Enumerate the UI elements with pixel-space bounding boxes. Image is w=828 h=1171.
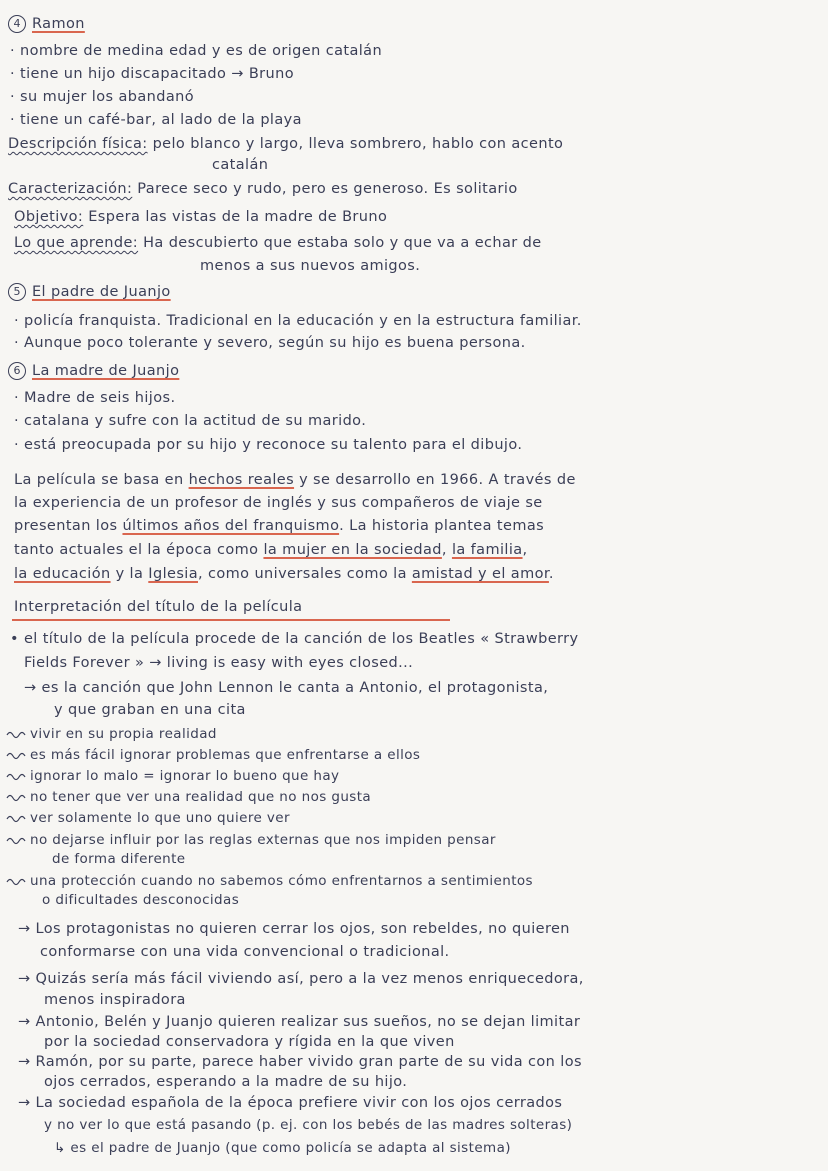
arrow-item-5: → La sociedad española de la época prefiere vivir con los ojos cerrados: [18, 1095, 563, 1111]
wave-item-text: ignorar lo malo = ignorar lo bueno que hay: [30, 768, 340, 784]
madre-bullet-3: · está preocupada por su hijo y reconoce su talento para el dibujo.: [14, 437, 523, 453]
wave-item-2: [6, 746, 420, 764]
highlight-mujer: la mujer en la sociedad: [263, 542, 442, 558]
wavy-bullet-icon: [6, 876, 28, 886]
ramon-caracterizacion: [8, 180, 518, 198]
ramon-aprende: [14, 234, 542, 252]
pelicula-text: ,: [522, 542, 528, 558]
aprende-text: Ha descubierto que estaba solo y que va a echar de: [143, 235, 542, 251]
highlight-franquismo: últimos años del franquismo: [122, 518, 340, 534]
wave-item-7-cont: o dificultades desconocidas: [42, 892, 240, 908]
fisica-text-2: catalán: [212, 157, 269, 173]
pelicula-line-1: [14, 471, 576, 489]
arrow-item-3: → Antonio, Belén y Juanjo quieren realizar sus sueños, no se dejan limitar: [18, 1014, 581, 1030]
wave-item-1: [6, 725, 217, 743]
wavy-bullet-icon: [6, 729, 28, 739]
ramon-bullet-2: · tiene un hijo discapacitado → Bruno: [10, 66, 294, 82]
wave-item-text: una protección cuando no sabemos cómo enfrentarnos a sentimientos: [30, 873, 533, 889]
ramon-fisica: [8, 135, 563, 153]
ramon-bullet-4: · tiene un café-bar, al lado de la playa: [10, 112, 302, 128]
ramon-title: Ramon: [32, 16, 85, 32]
wavy-bullet-icon: [6, 835, 28, 845]
interp-line-3: → es la canción que John Lennon le canta a Antonio, el protagonista,: [24, 680, 549, 696]
wavy-bullet-icon: [6, 813, 28, 823]
obj-label: Objetivo:: [14, 209, 84, 225]
wave-item-7: [6, 872, 533, 890]
madre-title: La madre de Juanjo: [32, 363, 180, 379]
pelicula-text: y se desarrollo en 1966. A través de: [294, 472, 576, 488]
interp-title-underline: [12, 619, 450, 621]
padre-title: El padre de Juanjo: [32, 284, 171, 300]
fisica-text: pelo blanco y largo, lleva sombrero, hablo con acento: [152, 136, 564, 152]
wave-item-text: vivir en su propia realidad: [30, 726, 217, 742]
wave-item-text: ver solamente lo que uno quiere ver: [30, 810, 290, 826]
padre-bullet-1: · policía franquista. Tradicional en la educación y en la estructura familiar.: [14, 313, 582, 329]
arrow-item-5-sub: ↳ es el padre de Juanjo (que como policía se adapta al sistema): [54, 1140, 511, 1156]
arrow-item-2-cont: menos inspiradora: [44, 992, 186, 1008]
arrow-item-1-cont: conformarse con una vida convencional o tradicional.: [40, 944, 450, 960]
ramon-objetivo: [14, 208, 387, 226]
pelicula-line-4: [14, 541, 528, 559]
wavy-bullet-icon: [6, 771, 28, 781]
caract-label: Caracterización:: [8, 181, 133, 197]
wavy-bullet-icon: [6, 792, 28, 802]
madre-bullet-2: · catalana y sufre con la actitud de su marido.: [14, 413, 367, 429]
highlight-hechos-reales: hechos reales: [188, 472, 295, 488]
fisica-label: Descripción física:: [8, 136, 148, 152]
padre-bullet-2: · Aunque poco tolerante y severo, según su hijo es buena persona.: [14, 335, 526, 351]
wave-item-text: no dejarse influir por las reglas externas que nos impiden pensar: [30, 832, 496, 848]
pelicula-line-3: [14, 517, 544, 535]
ramon-bullet-1: · nombre de medina edad y es de origen catalán: [10, 43, 383, 59]
wave-item-5: [6, 809, 290, 827]
highlight-familia: la familia: [451, 542, 523, 558]
madre-bullet-1: · Madre de seis hijos.: [14, 390, 176, 406]
interp-title: Interpretación del título de la película: [14, 599, 303, 615]
highlight-amistad: amistad y el amor: [411, 566, 549, 582]
pelicula-text: .: [548, 566, 554, 582]
pelicula-text: , como universales como la: [198, 566, 412, 582]
ramon-bullet-3: · su mujer los abandanó: [10, 89, 194, 105]
pelicula-text: y la: [110, 566, 149, 582]
section-number-6: 6: [8, 362, 26, 380]
arrow-item-5-cont: y no ver lo que está pasando (p. ej. con los bebés de las madres solteras): [44, 1117, 573, 1133]
wave-item-6-cont: de forma diferente: [52, 851, 186, 867]
aprende-label: Lo que aprende:: [14, 235, 139, 251]
interp-line-4: y que graban en una cita: [54, 702, 246, 718]
interp-line-1: • el título de la película procede de la canción de los Beatles « Strawberry: [10, 631, 579, 647]
wave-item-text: no tener que ver una realidad que no nos gusta: [30, 789, 372, 805]
wave-item-3: [6, 767, 339, 785]
arrow-item-3-cont: por la sociedad conservadora y rígida en la que viven: [44, 1034, 455, 1050]
interp-line-2: Fields Forever » → living is easy with eyes closed...: [24, 655, 414, 671]
aprende-text-2: menos a sus nuevos amigos.: [200, 258, 421, 274]
caract-text: Parece seco y rudo, pero es generoso. Es solitario: [137, 181, 518, 197]
section-number-4: 4: [8, 15, 26, 33]
arrow-item-4-cont: ojos cerrados, esperando a la madre de su hijo.: [44, 1074, 408, 1090]
wavy-bullet-icon: [6, 750, 28, 760]
ramon-heading: [8, 15, 85, 33]
pelicula-text: tanto actuales el la época como: [14, 542, 264, 558]
madre-heading: [8, 362, 179, 380]
padre-heading: [8, 283, 171, 301]
wave-item-6: [6, 831, 496, 849]
pelicula-text: presentan los: [14, 518, 123, 534]
arrow-item-4: → Ramón, por su parte, parece haber vivido gran parte de su vida con los: [18, 1054, 582, 1070]
pelicula-line-2: la experiencia de un profesor de inglés y sus compañeros de viaje se: [14, 495, 543, 511]
pelicula-text: La película se basa en: [14, 472, 189, 488]
pelicula-line-5: [14, 565, 554, 583]
wave-item-text: es más fácil ignorar problemas que enfrentarse a ellos: [30, 747, 421, 763]
obj-text: Espera las vistas de la madre de Bruno: [88, 209, 388, 225]
arrow-item-2: → Quizás sería más fácil viviendo así, pero a la vez menos enriquecedora,: [18, 971, 584, 987]
highlight-iglesia: Iglesia: [148, 566, 198, 582]
section-number-5: 5: [8, 283, 26, 301]
arrow-item-1: → Los protagonistas no quieren cerrar los ojos, son rebeldes, no quieren: [18, 921, 570, 937]
wave-item-4: [6, 788, 371, 806]
highlight-educacion: la educación: [14, 566, 111, 582]
pelicula-text: ,: [441, 542, 452, 558]
pelicula-text: . La historia plantea temas: [339, 518, 545, 534]
